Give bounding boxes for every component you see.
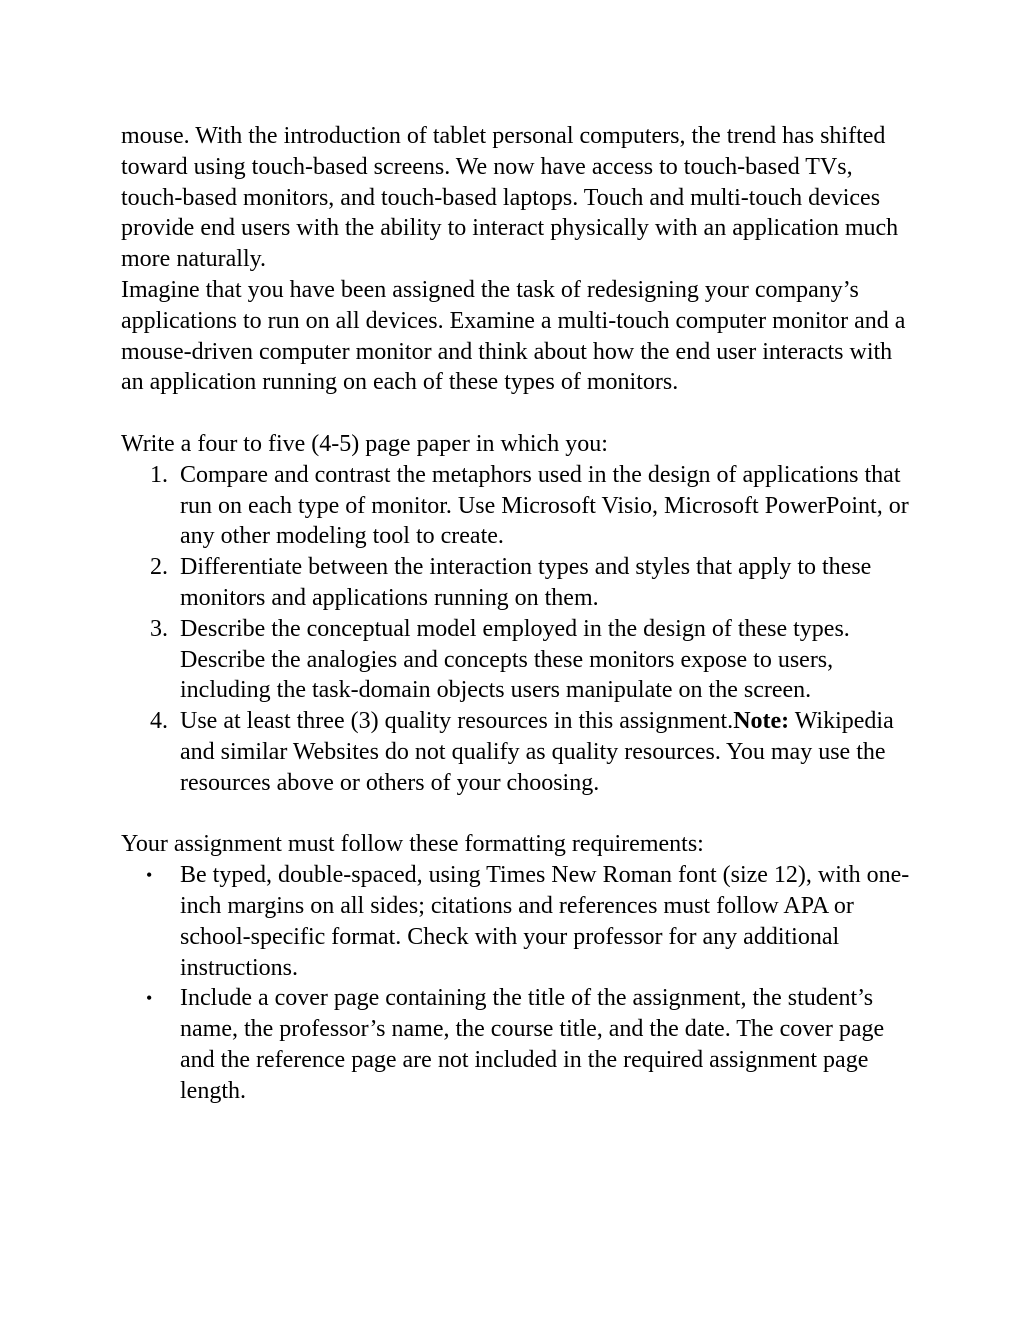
list-item-text: Compare and contrast the metaphors used in the design of applications that run on each type of monitor. Use Microsoft Visio, Microsoft PowerPoint, or any other modeling tool to create. [180,461,909,550]
list-item-text: Differentiate between the interaction types and styles that apply to these monitors and applications running on them. [180,554,872,611]
task-list [121,460,911,799]
intro-paragraph-2: Imagine that you have been assigned the task of redesigning your company’s applications to run on all devices. Examine a multi-touch computer monitor and a mouse-driven computer monitor and think about how the end user interacts with an application running on each of these types of monitors. [121,276,906,396]
paper-lead: Write a four to five (4-5) page paper in which you: [121,430,608,457]
list-item [121,860,911,983]
list-item [121,552,911,614]
list-item-text-continued: Wikipedia and similar Websites do not qualify as quality resources. You may use the resources above or others of your choosing. [180,708,894,796]
note-label: Note: [733,708,790,735]
list-item-text: Describe the conceptual model employed in the design of these types. Describe the analogies and concepts these monitors expose to users, including the task-domain objects users manipulate on the screen. [180,615,850,704]
list-number: 1. [150,461,168,488]
list-item [121,983,911,1106]
list-item-text: Include a cover page containing the title of the assignment, the student’s name, the professor’s name, the course title, and the date. The cover page and the reference page are not included in the required assignment page length. [180,985,885,1104]
document-page [121,121,911,1107]
requirements-list [121,860,911,1106]
list-item-text: Be typed, double-spaced, using Times New Roman font (size 12), with one-inch margins on all sides; citations and references must follow APA or school-specific format. Check with your professor for any additional instructions. [180,862,910,981]
list-number: 3. [150,615,168,642]
list-number: 2. [150,554,168,581]
list-item [121,460,911,552]
spacer [121,398,911,429]
list-number: 4. [150,708,168,735]
formatting-lead: Your assignment must follow these formatting requirements: [121,831,704,858]
list-item-text: Use at least three (3) quality resources in this assignment. [180,708,734,735]
list-item [121,614,911,706]
bullet-icon: • [146,865,153,886]
spacer [121,799,911,830]
intro-paragraph-1: mouse. With the introduction of tablet personal computers, the trend has shifted toward using touch-based screens. We now have access to touch-based TVs, touch-based monitors, and touch-based laptops. Touch and multi-touch devices provide end users with the ability to interact physically with an application much more naturally. [121,123,899,273]
list-item [121,706,911,798]
bullet-icon: • [146,988,153,1009]
